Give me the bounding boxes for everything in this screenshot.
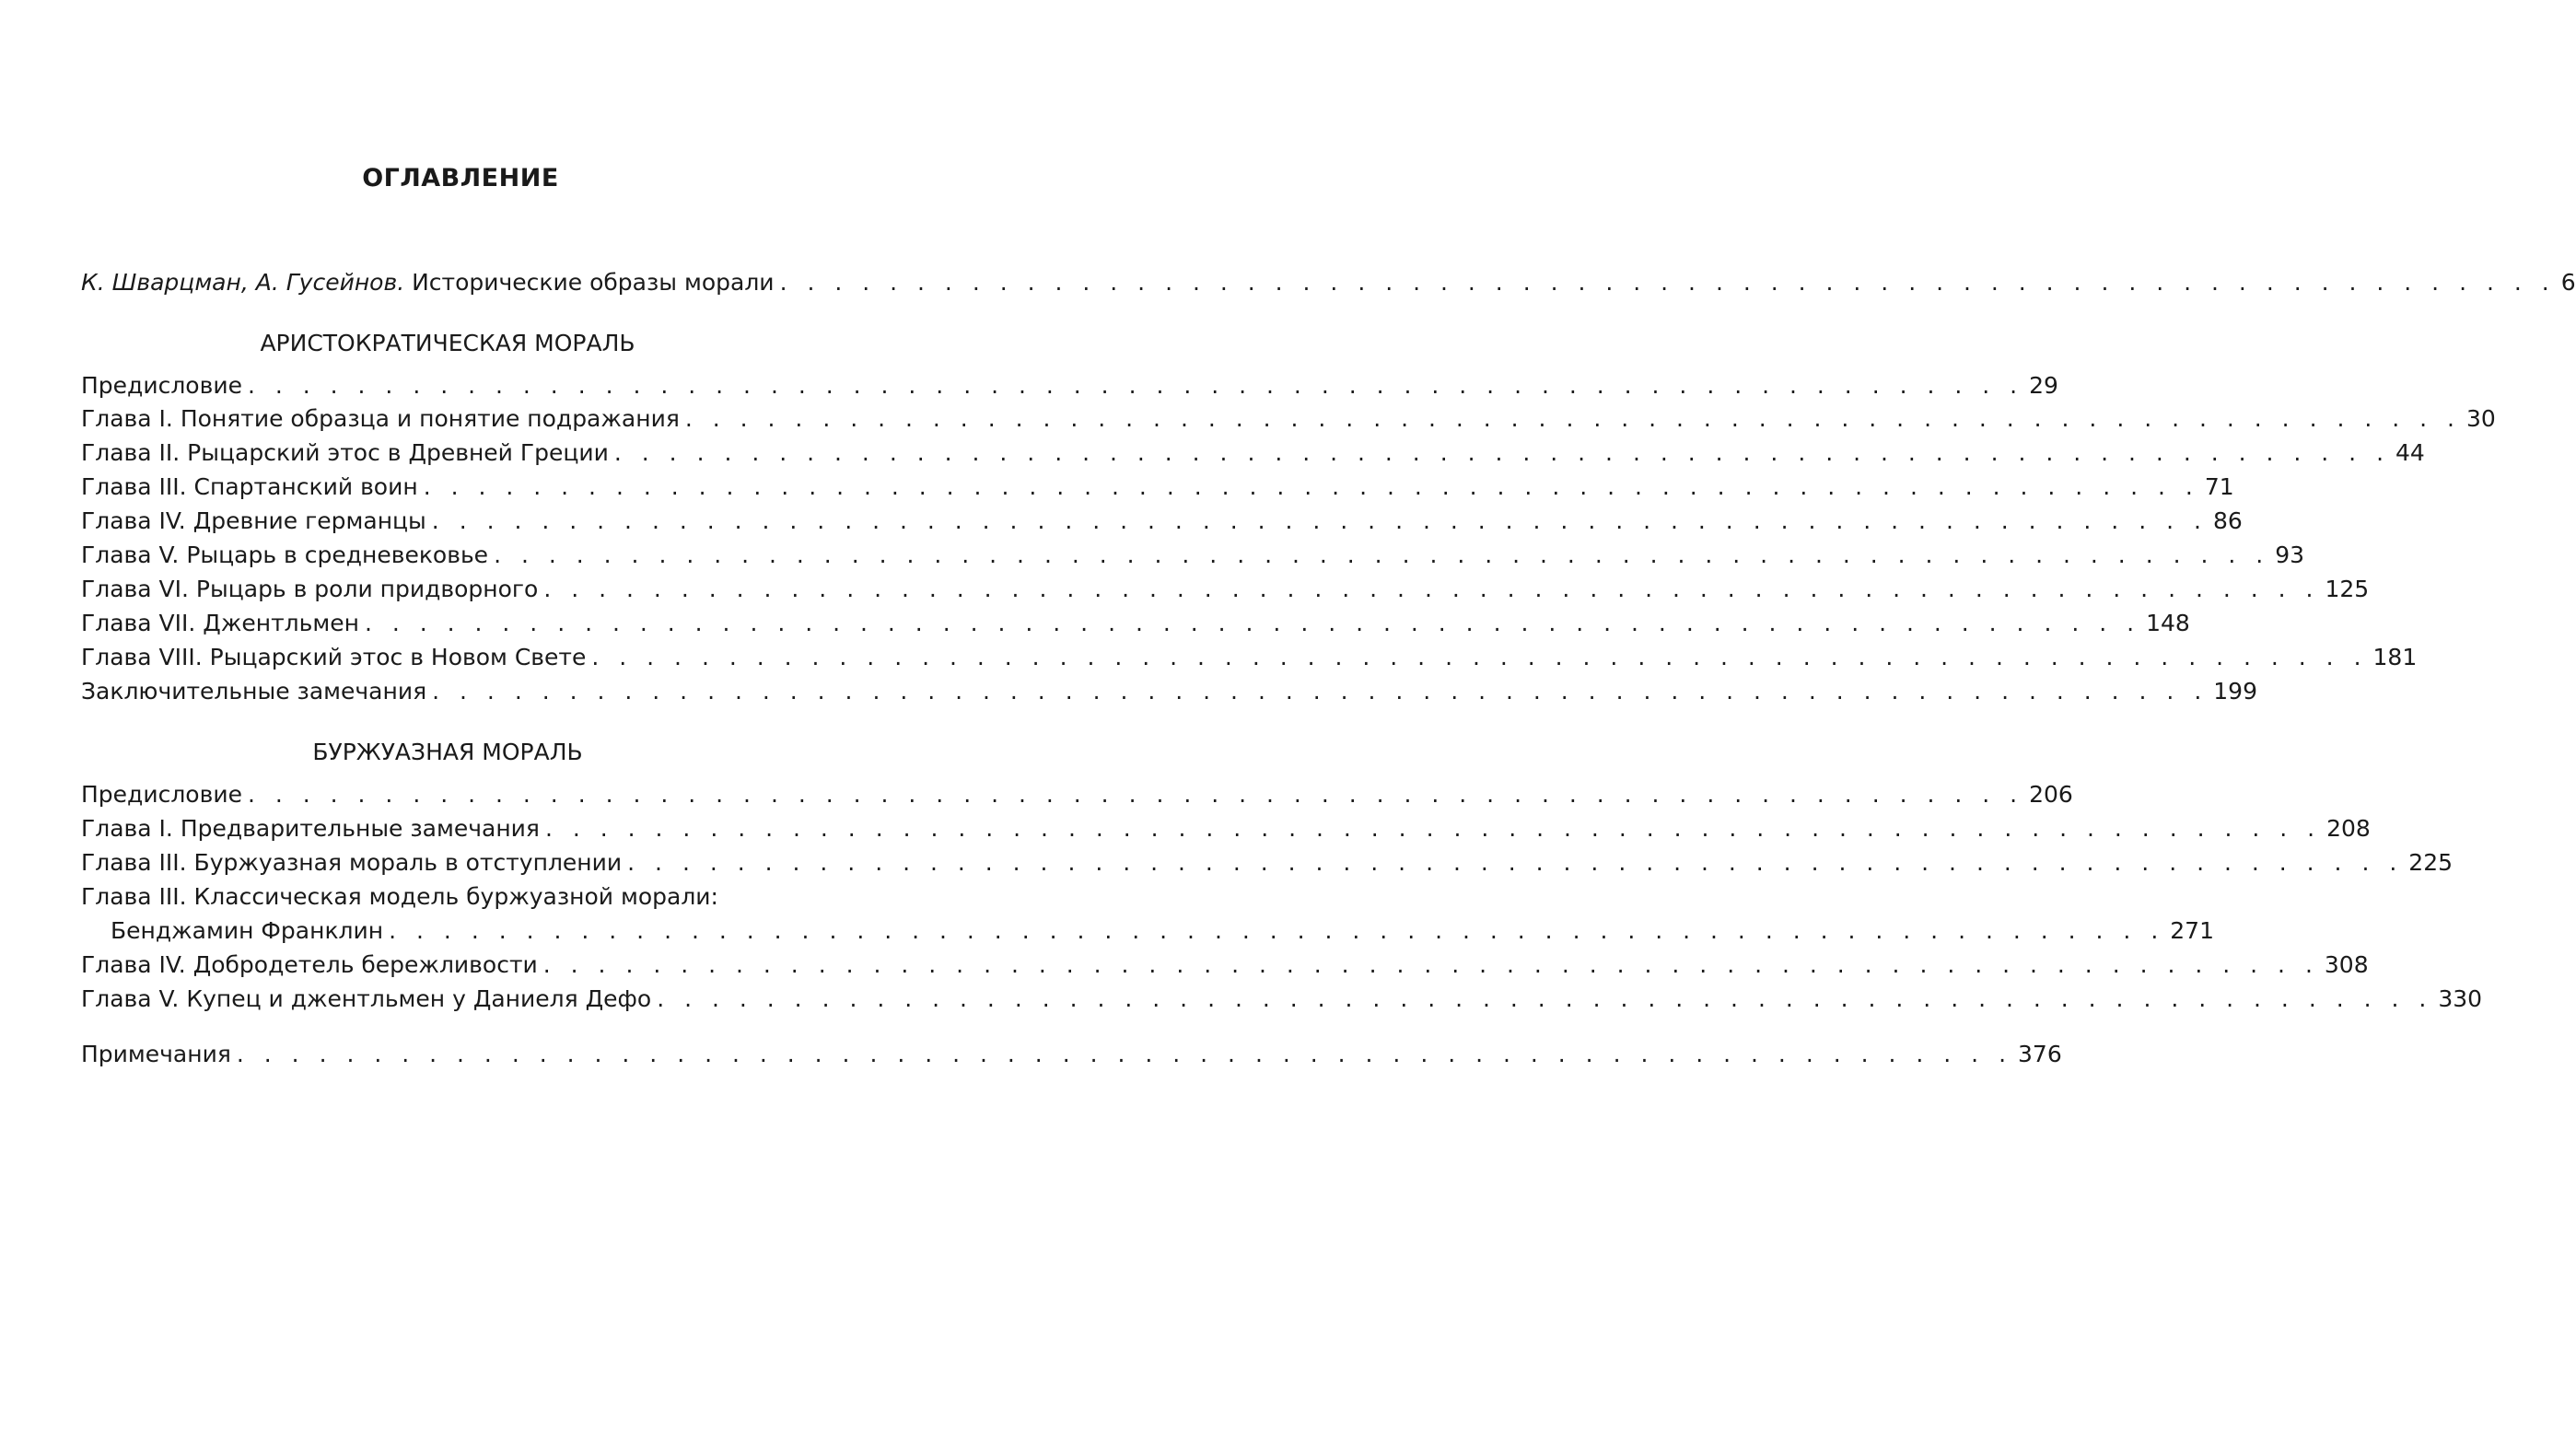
- section-heading-bourgeois: БУРЖУАЗНАЯ МОРАЛЬ: [312, 739, 583, 765]
- dot-leader: . . . . . . . . . . . . . . . . . . . . . . . . . . . . . . . . . . . . . . . . . . . . . . . . . . . . . . . . . . . . . . . . .: [543, 576, 2320, 602]
- toc-entry-label: Глава VIII. Рыцарский этос в Новом Свете: [81, 644, 587, 670]
- toc-entry-label: Предисловие: [81, 372, 242, 399]
- toc-entry-intro: [81, 269, 2576, 302]
- dot-leader: . . . . . . . . . . . . . . . . . . . . . . . . . . . . . . . . . . . . . . . . . . . . . . . . . . . . . . . . . . . . . . . . .: [779, 269, 2556, 296]
- toc-page-number: 125: [2325, 576, 2370, 602]
- dot-leader: . . . . . . . . . . . . . . . . . . . . . . . . . . . . . . . . . . . . . . . . . . . . . . . . . . . . . . . . . . . . . . . . .: [236, 1041, 2013, 1067]
- toc-entry: [81, 678, 2257, 711]
- toc-entry-authors: К. Шварцман, А. Гусейнов.: [81, 269, 405, 296]
- dot-leader: . . . . . . . . . . . . . . . . . . . . . . . . . . . . . . . . . . . . . . . . . . . . . . . . . . . . . . . . . . . . . . . . .: [544, 815, 2322, 842]
- dot-leader: . . . . . . . . . . . . . . . . . . . . . . . . . . . . . . . . . . . . . . . . . . . . . . . . . . . . . . . . . . . . . . . . .: [364, 610, 2141, 636]
- toc-entry-label: Заключительные замечания: [81, 678, 427, 705]
- dot-leader: . . . . . . . . . . . . . . . . . . . . . . . . . . . . . . . . . . . . . . . . . . . . . . . . . . . . . . . . . . . . . . . . .: [591, 644, 2368, 670]
- toc-entry: [81, 542, 2305, 575]
- toc-page-number: 208: [2326, 815, 2371, 842]
- toc-entry: [81, 405, 2496, 438]
- toc-entry-label: Бенджамин Франклин: [111, 917, 384, 944]
- toc-entry: [81, 576, 2370, 609]
- toc-entry-label: Глава VI. Рыцарь в роли придворного: [81, 576, 539, 602]
- dot-leader: . . . . . . . . . . . . . . . . . . . . . . . . . . . . . . . . . . . . . . . . . . . . . . . . . . . . . . . . . . . . . . . . .: [423, 473, 2199, 500]
- dot-leader: . . . . . . . . . . . . . . . . . . . . . . . . . . . . . . . . . . . . . . . . . . . . . . . . . . . . . . . . . . . . . . . . .: [494, 542, 2270, 568]
- dot-leader: . . . . . . . . . . . . . . . . . . . . . . . . . . . . . . . . . . . . . . . . . . . . . . . . . . . . . . . . . . . . . . . . .: [627, 849, 2404, 876]
- toc-entry: [81, 849, 2454, 882]
- toc-entry-notes: [81, 1041, 2062, 1074]
- toc-entry-label: Глава IV. Добродетель бережливости: [81, 951, 538, 978]
- toc-page-number: 148: [2146, 610, 2190, 636]
- toc-entry-label: Предисловие: [81, 781, 242, 808]
- toc-page-number: 330: [2438, 985, 2483, 1012]
- toc-entry-label: Глава I. Понятие образца и понятие подражания: [81, 405, 680, 432]
- toc-entry-label: Глава IV. Древние германцы: [81, 507, 426, 534]
- toc-entry: [81, 644, 2418, 677]
- dot-leader: . . . . . . . . . . . . . . . . . . . . . . . . . . . . . . . . . . . . . . . . . . . . . . . . . . . . . . . . . . . . . . . . .: [247, 781, 2024, 808]
- toc-page-number: 225: [2408, 849, 2454, 876]
- section-heading-aristocratic: АРИСТОКРАТИЧЕСКАЯ МОРАЛЬ: [260, 330, 635, 356]
- toc-page-number: 199: [2213, 678, 2257, 705]
- toc-page-number: 86: [2212, 507, 2243, 534]
- toc-entry: [81, 781, 2073, 814]
- dot-leader: . . . . . . . . . . . . . . . . . . . . . . . . . . . . . . . . . . . . . . . . . . . . . . . . . . . . . . . . . . . . . . . . .: [432, 678, 2209, 705]
- toc-entry: [81, 985, 2483, 1019]
- toc-entry: [81, 372, 2058, 405]
- toc-page-number: 308: [2324, 951, 2369, 978]
- dot-leader: . . . . . . . . . . . . . . . . . . . . . . . . . . . . . . . . . . . . . . . . . . . . . . . . . . . . . . . . . . . . . . . . .: [431, 507, 2208, 534]
- dot-leader: . . . . . . . . . . . . . . . . . . . . . . . . . . . . . . . . . . . . . . . . . . . . . . . . . . . . . . . . . . . . . . . . .: [657, 985, 2433, 1012]
- toc-entry-label: Глава III. Буржуазная мораль в отступлении: [81, 849, 623, 876]
- dot-leader: . . . . . . . . . . . . . . . . . . . . . . . . . . . . . . . . . . . . . . . . . . . . . . . . . . . . . . . . . . . . . . . . .: [613, 439, 2391, 466]
- toc-entry-label: Глава V. Рыцарь в средневековье: [81, 542, 489, 568]
- toc-entry: [81, 951, 2369, 984]
- toc-entry-label: Глава III. Спартанский воин: [81, 473, 418, 500]
- toc-page-number: 6: [2560, 269, 2576, 296]
- toc-entry-first-line: Глава III. Классическая модель буржуазной морали:: [81, 883, 718, 910]
- toc-entry: [81, 507, 2243, 541]
- toc-page-number: 30: [2466, 405, 2496, 432]
- toc-page-number: 206: [2029, 781, 2073, 808]
- toc-page-number: 44: [2395, 439, 2425, 466]
- toc-page-number: 271: [2170, 917, 2214, 944]
- toc-page-number: 93: [2275, 542, 2305, 568]
- dot-leader: . . . . . . . . . . . . . . . . . . . . . . . . . . . . . . . . . . . . . . . . . . . . . . . . . . . . . . . . . . . . . . . . .: [389, 917, 2165, 944]
- dot-leader: . . . . . . . . . . . . . . . . . . . . . . . . . . . . . . . . . . . . . . . . . . . . . . . . . . . . . . . . . . . . . . . . .: [542, 951, 2319, 978]
- toc-entry-title: Исторические образы морали: [404, 269, 775, 296]
- page-title: ОГЛАВЛЕНИЕ: [362, 164, 559, 192]
- toc-entry: [81, 473, 2234, 507]
- toc-page-number: 181: [2372, 644, 2418, 670]
- toc-entry: [81, 439, 2425, 472]
- toc-entry-continuation: [111, 917, 2214, 950]
- dot-leader: . . . . . . . . . . . . . . . . . . . . . . . . . . . . . . . . . . . . . . . . . . . . . . . . . . . . . . . . . . . . . . . . .: [684, 405, 2461, 432]
- toc-entry: [81, 815, 2371, 848]
- toc-entry-label: Глава V. Купец и джентльмен у Даниеля Дефо: [81, 985, 652, 1012]
- dot-leader: . . . . . . . . . . . . . . . . . . . . . . . . . . . . . . . . . . . . . . . . . . . . . . . . . . . . . . . . . . . . . . . . .: [247, 372, 2024, 399]
- toc-page-number: 376: [2018, 1041, 2062, 1067]
- toc-page-number: 71: [2204, 473, 2234, 500]
- toc-entry-label: Примечания: [81, 1041, 231, 1067]
- toc-entry-label: [81, 269, 775, 296]
- toc-page-number: 29: [2029, 372, 2058, 399]
- toc-entry-label: Глава VII. Джентльмен: [81, 610, 359, 636]
- toc-entry-label: Глава I. Предварительные замечания: [81, 815, 540, 842]
- toc-entry-label: Глава II. Рыцарский этос в Древней Греции: [81, 439, 609, 466]
- toc-entry: [81, 610, 2190, 643]
